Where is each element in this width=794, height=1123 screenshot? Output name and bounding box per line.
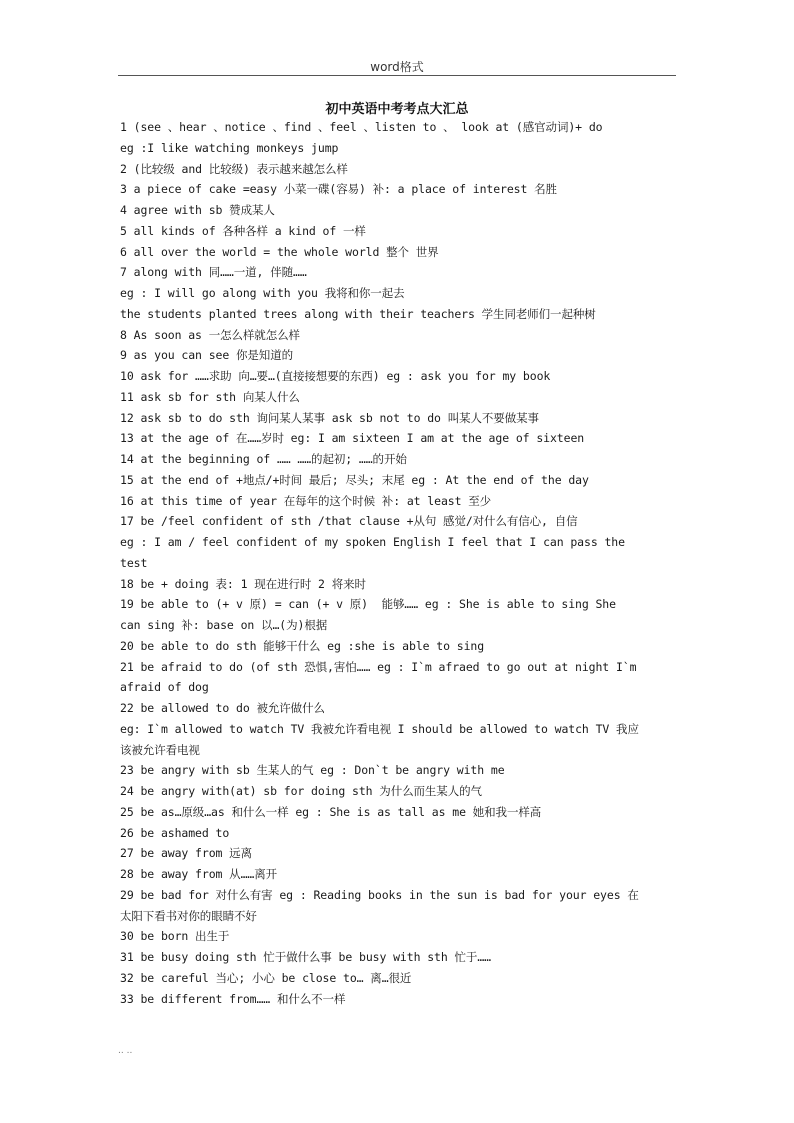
- text-line: 12 ask sb to do sth 询问某人某事 ask sb not to do 叫某人不要做某事: [120, 410, 539, 425]
- text-line: 23 be angry with sb 生某人的气 eg : Don`t be angry with me: [120, 763, 505, 778]
- text-line: 15 at the end of +地点/+时间 最后; 尽头; 末尾 eg : At the end of the day: [120, 472, 589, 487]
- page-header: word格式: [370, 60, 424, 74]
- text-line: 25 be as…原级…as 和什么一样 eg : She is as tall as me 她和我一样高: [120, 804, 542, 819]
- text-line: 28 be away from 从……离开: [120, 867, 278, 881]
- text-line: the students planted trees along with their teachers 学生同老师们一起种树: [120, 306, 596, 321]
- text-line: eg :I like watching monkeys jump: [120, 140, 339, 155]
- text-line: 32 be careful 当心; 小心 be close to… 离…很近: [120, 970, 412, 985]
- text-line: 22 be allowed to do 被允许做什么: [120, 701, 325, 715]
- text-line: 19 be able to (+ v 原) = can (+ v 原) 能够…… eg : She is able to sing She: [120, 597, 616, 612]
- text-line: 17 be /feel confident of sth /that clause +从句 感觉/对什么有信心, 自信: [120, 514, 578, 529]
- text-line: 18 be + doing 表: 1 现在进行时 2 将来时: [120, 576, 366, 591]
- text-line: 27 be away from 远离: [120, 846, 252, 861]
- text-line: 29 be bad for 对什么有害 eg : Reading books in the sun is bad for your eyes 在: [120, 887, 639, 902]
- document-body: [120, 117, 680, 1009]
- text-line: 太阳下看书对你的眼睛不好: [120, 908, 257, 923]
- text-line: 11 ask sb for sth 向某人什么: [120, 389, 300, 404]
- text-line: 30 be born 出生于: [120, 929, 230, 944]
- text-line: 10 ask for ……求助 向…要…(直接接想要的东西) eg : ask you for my book: [120, 369, 551, 383]
- text-line: can sing 补: base on 以…(为)根据: [120, 618, 328, 632]
- text-line: 26 be ashamed to: [120, 825, 230, 840]
- text-line: 16 at this time of year 在每年的这个时候 补: at least 至少: [120, 493, 492, 508]
- text-line: 该被允许看电视: [120, 742, 200, 757]
- text-line: test: [120, 555, 148, 570]
- text-line: 20 be able to do sth 能够干什么 eg :she is able to sing: [120, 638, 485, 653]
- text-line: 31 be busy doing sth 忙于做什么事 be busy with sth 忙于……: [120, 950, 491, 964]
- text-line: 9 as you can see 你是知道的: [120, 348, 294, 363]
- text-line: 2 (比较级 and 比较级) 表示越来越怎么样: [120, 161, 348, 176]
- text-line: eg : I will go along with you 我将和你一起去: [120, 286, 405, 300]
- text-line: 1 (see 、hear 、notice 、find 、feel 、listen to 、 look at (感官动词)+ do: [120, 120, 603, 134]
- text-line: afraid of dog: [120, 680, 209, 695]
- text-line: 21 be afraid to do (of sth 恐惧,害怕…… eg : I`m afraed to go out at night I`m: [120, 659, 637, 674]
- text-line: 7 along with 同……一道, 伴随……: [120, 265, 307, 280]
- text-line: eg: I`m allowed to watch TV 我被允许看电视 I should be allowed to watch TV 我应: [120, 721, 639, 736]
- page-footer: .. ..: [118, 1046, 133, 1056]
- text-line: 4 agree with sb 赞成某人: [120, 203, 275, 217]
- header-divider: [118, 75, 676, 76]
- text-line: 3 a piece of cake =easy 小菜一碟(容易) 补: a place of interest 名胜: [120, 182, 557, 197]
- text-line: 8 As soon as 一怎么样就怎么样: [120, 327, 300, 342]
- text-line: 24 be angry with(at) sb for doing sth 为什么而生某人的气: [120, 784, 482, 798]
- text-line: 6 all over the world = the whole world 整个 世界: [120, 244, 439, 259]
- text-line: 14 at the beginning of …… ……的起初; ……的开始: [120, 452, 407, 466]
- text-line: 13 at the age of 在……岁时 eg: I am sixteen I am at the age of sixteen: [120, 431, 585, 446]
- document-title: 初中英语中考考点大汇总: [325, 102, 469, 117]
- text-line: 5 all kinds of 各种各样 a kind of 一样: [120, 223, 366, 238]
- text-line: 33 be different from…… 和什么不一样: [120, 991, 346, 1006]
- text-line: eg : I am / feel confident of my spoken English I feel that I can pass the: [120, 535, 625, 549]
